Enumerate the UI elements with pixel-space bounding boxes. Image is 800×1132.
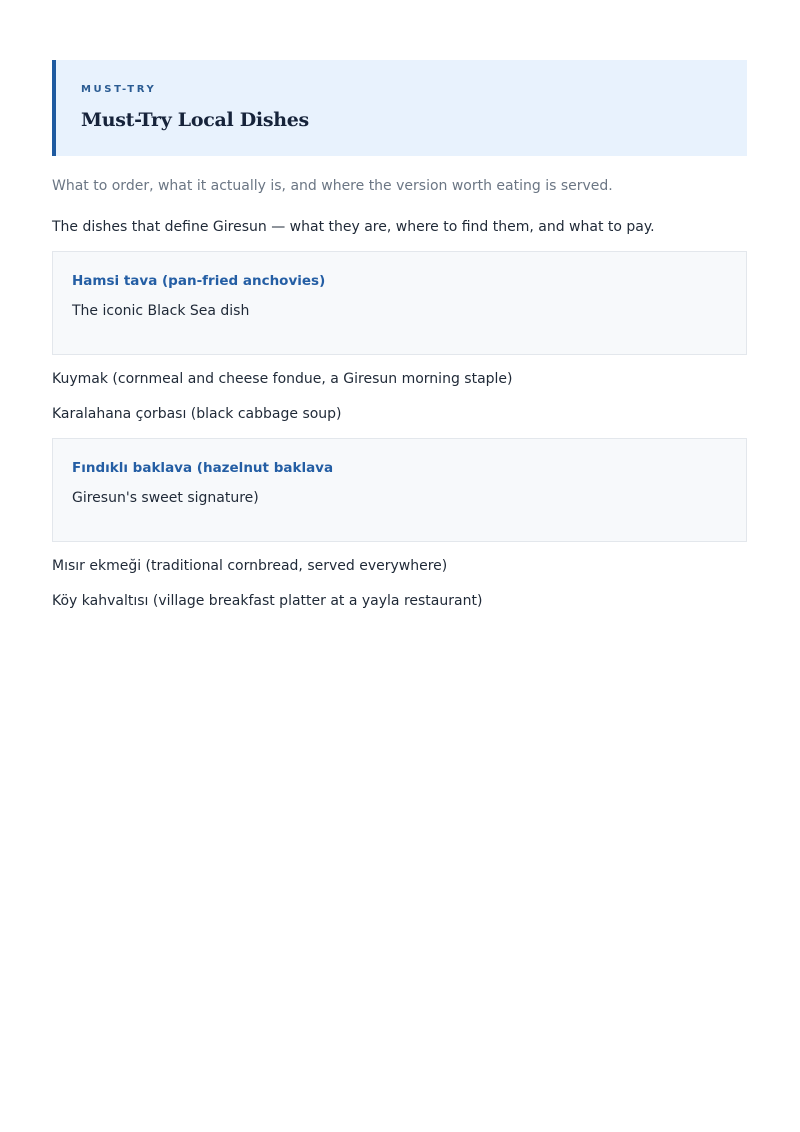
dish-item-kuymak: Kuymak (cornmeal and cheese fondue, a Giresun morning staple) xyxy=(52,371,513,387)
section-subtitle: What to order, what it actually is, and where the version worth eating is served. xyxy=(52,178,613,194)
section-header xyxy=(52,60,747,156)
section-eyebrow: MUST-TRY xyxy=(81,84,157,95)
dish-card-title: Hamsi tava (pan-fried anchovies) xyxy=(72,273,326,289)
section-title: Must-Try Local Dishes xyxy=(81,109,309,131)
dish-card-title: Fındıklı baklava (hazelnut baklava xyxy=(72,460,334,476)
dish-card-description: Giresun's sweet signature) xyxy=(72,490,259,506)
dish-item-misir-ekmegi: Mısır ekmeği (traditional cornbread, served everywhere) xyxy=(52,558,448,574)
must-try-page xyxy=(52,60,747,611)
section-intro: The dishes that define Giresun — what they are, where to find them, and what to pay. xyxy=(52,219,655,235)
dish-card-findikli-baklava xyxy=(52,438,747,542)
dish-item-karalahana-corbasi: Karalahana çorbası (black cabbage soup) xyxy=(52,406,342,422)
dish-card-hamsi-tava xyxy=(52,251,747,355)
dish-item-koy-kahvaltisi: Köy kahvaltısı (village breakfast platter at a yayla restaurant) xyxy=(52,593,483,609)
dish-card-description: The iconic Black Sea dish xyxy=(72,303,250,319)
